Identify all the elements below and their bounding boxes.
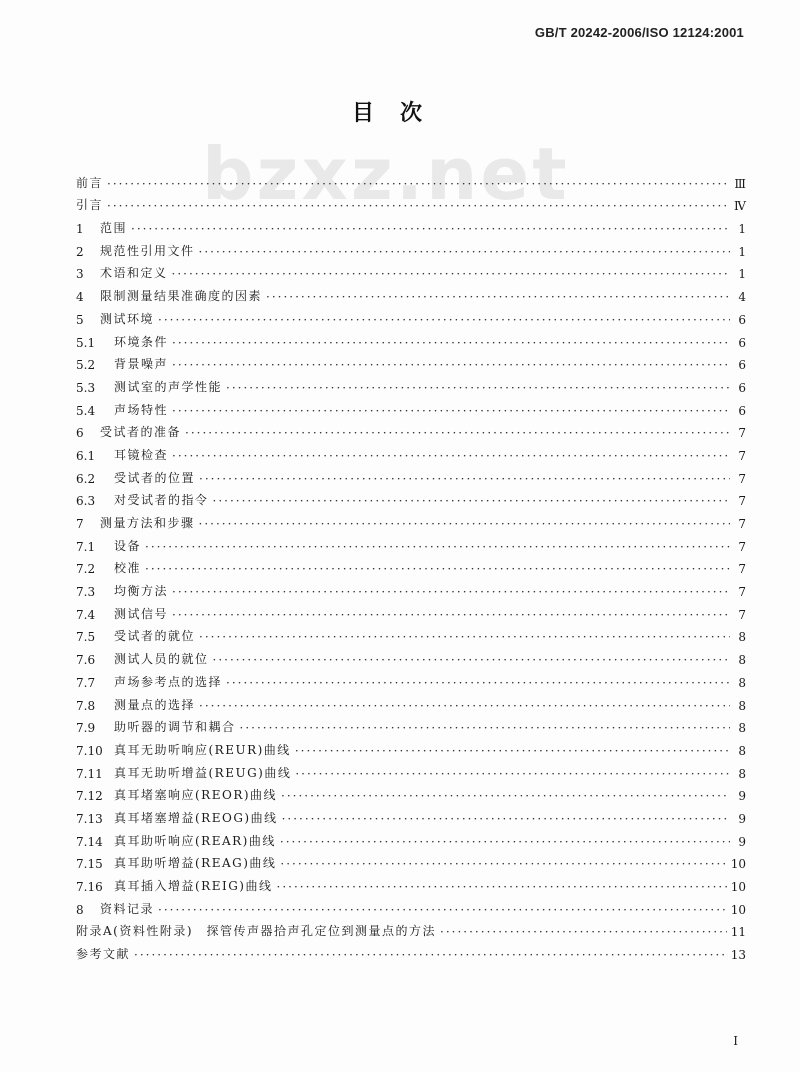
toc-entry-label: 受试者的位置 — [114, 470, 196, 485]
toc-leader-dots — [134, 948, 727, 962]
toc-entry-label: 测量点的选择 — [114, 697, 196, 712]
toc-entry — [76, 939, 746, 962]
toc-entry — [76, 644, 746, 667]
toc-leader-dots — [145, 562, 730, 576]
toc-leader-dots — [240, 721, 730, 735]
toc-entry — [76, 667, 746, 690]
page-title: 目次 — [351, 101, 448, 126]
toc-leader-dots — [440, 925, 727, 939]
toc-entry — [76, 508, 746, 531]
toc-entry — [76, 327, 746, 350]
toc-leader-dots — [185, 426, 730, 440]
toc-entry-page: 6 — [738, 380, 746, 395]
toc-entry-page: 11 — [730, 925, 746, 940]
toc-entry — [76, 554, 746, 577]
toc-entry — [76, 894, 746, 917]
toc-leader-dots — [199, 472, 730, 486]
toc-entry — [76, 531, 746, 554]
toc-entry-label: 校准 — [114, 561, 142, 576]
toc-entry-page: 9 — [738, 789, 746, 804]
toc-entry-page: 10 — [730, 902, 746, 917]
table-of-contents — [76, 168, 746, 962]
toc-entry — [76, 917, 746, 940]
toc-entry — [76, 599, 746, 622]
toc-entry-label: 耳镜检查 — [114, 447, 169, 462]
toc-entry-number: 5.2 — [76, 358, 96, 373]
toc-leader-dots — [199, 699, 730, 713]
toc-entry-label: 真耳堵塞响应(REOR)曲线 — [114, 788, 278, 803]
toc-entry — [76, 168, 746, 191]
toc-entry-page: 9 — [738, 834, 746, 849]
toc-entry-label: 受试者的准备 — [100, 425, 182, 440]
toc-entry — [76, 713, 746, 736]
toc-entry-number: 7.3 — [76, 585, 96, 600]
toc-entry-page: 7 — [738, 494, 746, 509]
toc-entry-number: 7.2 — [76, 562, 96, 577]
toc-entry-page: 8 — [738, 653, 746, 668]
toc-entry-number: 7.16 — [76, 880, 103, 894]
toc-entry-page: 8 — [738, 766, 746, 781]
toc-entry-page: 10 — [730, 857, 746, 872]
toc-entry-page: 7 — [738, 517, 746, 531]
page-number: I — [733, 1034, 738, 1048]
toc-entry — [76, 803, 746, 826]
toc-entry-number: 6.1 — [76, 448, 96, 463]
toc-leader-dots — [172, 404, 730, 418]
toc-entry-label: 真耳助听响应(REAR)曲线 — [114, 833, 276, 848]
toc-leader-dots — [145, 540, 730, 554]
toc-entry-label: 限制测量结果准确度的因素 — [100, 289, 263, 304]
toc-leader-dots — [295, 744, 730, 758]
toc-leader-dots — [280, 857, 726, 871]
toc-entry-label: 附录A(资料性附录) 探管传声器拾声孔定位到测量点的方法 — [76, 924, 437, 939]
toc-entry-number: 7.15 — [76, 857, 103, 872]
toc-entry-page: 7 — [738, 539, 746, 554]
toc-entry-label: 真耳堵塞增益(REOG)曲线 — [114, 810, 278, 825]
toc-entry-number: 2 — [76, 244, 84, 259]
toc-entry-number: 7.1 — [76, 539, 96, 554]
toc-leader-dots — [295, 767, 730, 781]
toc-leader-dots — [226, 381, 730, 395]
toc-entry — [76, 236, 746, 259]
toc-entry-page: Ⅲ — [734, 176, 746, 191]
toc-entry-page: 4 — [738, 290, 746, 305]
toc-entry-label: 背景噪声 — [114, 357, 169, 372]
toc-entry — [76, 849, 746, 872]
toc-entry-page: 7 — [738, 585, 746, 600]
toc-entry-page: 7 — [738, 562, 746, 577]
toc-leader-dots — [158, 313, 730, 327]
toc-entry-label: 测试人员的就位 — [114, 652, 209, 667]
toc-leader-dots — [131, 222, 730, 236]
toc-entry — [76, 622, 746, 645]
toc-leader-dots — [282, 812, 730, 826]
toc-entry — [76, 350, 746, 373]
watermark: bzxz.net — [202, 132, 570, 216]
toc-entry-number: 6.2 — [76, 471, 96, 486]
toc-entry-label: 测试室的声学性能 — [114, 379, 223, 394]
toc-entry-label: 参考文献 — [76, 947, 131, 962]
toc-entry-number: 7.11 — [76, 766, 103, 781]
toc-leader-dots — [172, 358, 730, 372]
toc-entry-number: 7.10 — [76, 743, 103, 758]
toc-entry-page: 9 — [738, 811, 746, 826]
toc-entry-page: 6 — [738, 358, 746, 373]
toc-entry-number: 7.8 — [76, 698, 96, 713]
toc-entry-number: 8 — [76, 902, 84, 917]
toc-entry-label: 前言 — [76, 175, 104, 190]
toc-entry-page: 13 — [730, 948, 746, 963]
toc-entry-number: 7.14 — [76, 834, 103, 849]
toc-entry-number: 7.9 — [76, 721, 96, 736]
toc-entry-page: 7 — [738, 607, 746, 622]
toc-leader-dots — [277, 880, 727, 894]
toc-entry-number: 7.5 — [76, 630, 96, 645]
toc-entry-label: 设备 — [114, 538, 142, 553]
toc-entry-page: 6 — [738, 335, 746, 350]
toc-entry-label: 真耳插入增益(REIG)曲线 — [114, 879, 273, 893]
toc-entry-number: 7.13 — [76, 811, 103, 826]
toc-entry-label: 测量方法和步骤 — [100, 516, 195, 530]
toc-entry — [76, 440, 746, 463]
toc-entry — [76, 486, 746, 509]
toc-entry — [76, 281, 746, 304]
toc-entry-number: 7.7 — [76, 675, 96, 690]
toc-leader-dots — [172, 608, 730, 622]
toc-entry-label: 引言 — [76, 198, 104, 213]
toc-entry-page: 8 — [738, 630, 746, 645]
toc-entry — [76, 758, 746, 781]
toc-entry-page: 10 — [730, 880, 746, 894]
toc-entry-label: 范围 — [100, 221, 128, 236]
toc-entry — [76, 463, 746, 486]
toc-entry-number: 5.4 — [76, 403, 96, 418]
toc-entry-page: Ⅳ — [734, 199, 746, 214]
toc-leader-dots — [281, 789, 730, 803]
toc-entry-page: 1 — [738, 267, 746, 282]
toc-entry-label: 均衡方法 — [114, 584, 169, 599]
toc-entry — [76, 259, 746, 282]
toc-entry-page: 8 — [738, 698, 746, 713]
toc-entry-number: 6.3 — [76, 494, 96, 509]
toc-entry-label: 术语和定义 — [100, 266, 168, 281]
toc-entry-number: 6 — [76, 426, 84, 441]
toc-leader-dots — [107, 177, 730, 191]
toc-entry-page: 8 — [738, 743, 746, 758]
toc-entry-page: 6 — [738, 403, 746, 418]
toc-leader-dots — [199, 630, 730, 644]
toc-leader-dots — [280, 835, 730, 849]
toc-leader-dots — [199, 517, 730, 531]
toc-entry-page: 8 — [738, 675, 746, 690]
toc-entry-number: 5 — [76, 312, 84, 327]
toc-leader-dots — [266, 290, 730, 304]
toc-entry — [76, 372, 746, 395]
toc-entry-label: 真耳助听增益(REAG)曲线 — [114, 856, 277, 871]
toc-leader-dots — [172, 449, 730, 463]
toc-entry-page: 1 — [738, 222, 746, 237]
toc-entry-page: 7 — [738, 448, 746, 463]
toc-entry-label: 测试环境 — [100, 311, 155, 326]
toc-entry-page: 7 — [738, 471, 746, 486]
document-standard-number: GB/T 20242-2006/ISO 12124:2001 — [534, 25, 744, 40]
toc-entry-label: 受试者的就位 — [114, 629, 196, 644]
toc-entry-label: 助听器的调节和耦合 — [114, 720, 236, 735]
toc-entry-label: 环境条件 — [114, 334, 169, 349]
toc-leader-dots — [226, 676, 730, 690]
toc-entry-number: 7.6 — [76, 653, 96, 668]
toc-entry-number: 1 — [76, 222, 84, 237]
toc-entry — [76, 304, 746, 327]
toc-entry — [76, 735, 746, 758]
toc-entry-label: 对受试者的指令 — [114, 493, 209, 508]
toc-leader-dots — [199, 245, 730, 259]
toc-entry-label: 资料记录 — [100, 901, 155, 916]
toc-entry — [76, 418, 746, 441]
toc-entry — [76, 576, 746, 599]
toc-entry-label: 真耳无助听响应(REUR)曲线 — [114, 742, 291, 757]
toc-entry — [76, 191, 746, 214]
toc-entry — [76, 395, 746, 418]
toc-leader-dots — [172, 336, 730, 350]
toc-entry — [76, 690, 746, 713]
toc-entry-page: 1 — [738, 244, 746, 259]
toc-entry-number: 7.4 — [76, 607, 96, 622]
toc-entry — [76, 826, 746, 849]
toc-entry — [76, 871, 746, 894]
toc-entry-number: 4 — [76, 290, 84, 305]
toc-entry-number: 3 — [76, 267, 84, 282]
toc-entry-label: 真耳无助听增益(REUG)曲线 — [114, 765, 292, 780]
toc-entry-label: 声场特性 — [114, 402, 169, 417]
toc-entry — [76, 213, 746, 236]
toc-leader-dots — [213, 494, 730, 508]
toc-leader-dots — [172, 267, 730, 281]
toc-leader-dots — [158, 903, 727, 917]
toc-entry-number: 7 — [76, 517, 84, 531]
toc-entry-number: 5.3 — [76, 380, 96, 395]
toc-entry-label: 测试信号 — [114, 606, 169, 621]
toc-entry-label: 规范性引用文件 — [100, 243, 195, 258]
toc-leader-dots — [213, 653, 730, 667]
toc-entry-page: 7 — [738, 426, 746, 441]
toc-entry-page: 6 — [738, 312, 746, 327]
toc-leader-dots — [172, 585, 730, 599]
toc-entry — [76, 781, 746, 804]
toc-entry-page: 8 — [738, 721, 746, 736]
toc-entry-number: 5.1 — [76, 335, 96, 350]
toc-leader-dots — [107, 199, 730, 213]
toc-entry-number: 7.12 — [76, 789, 103, 804]
toc-entry-label: 声场参考点的选择 — [114, 674, 223, 689]
